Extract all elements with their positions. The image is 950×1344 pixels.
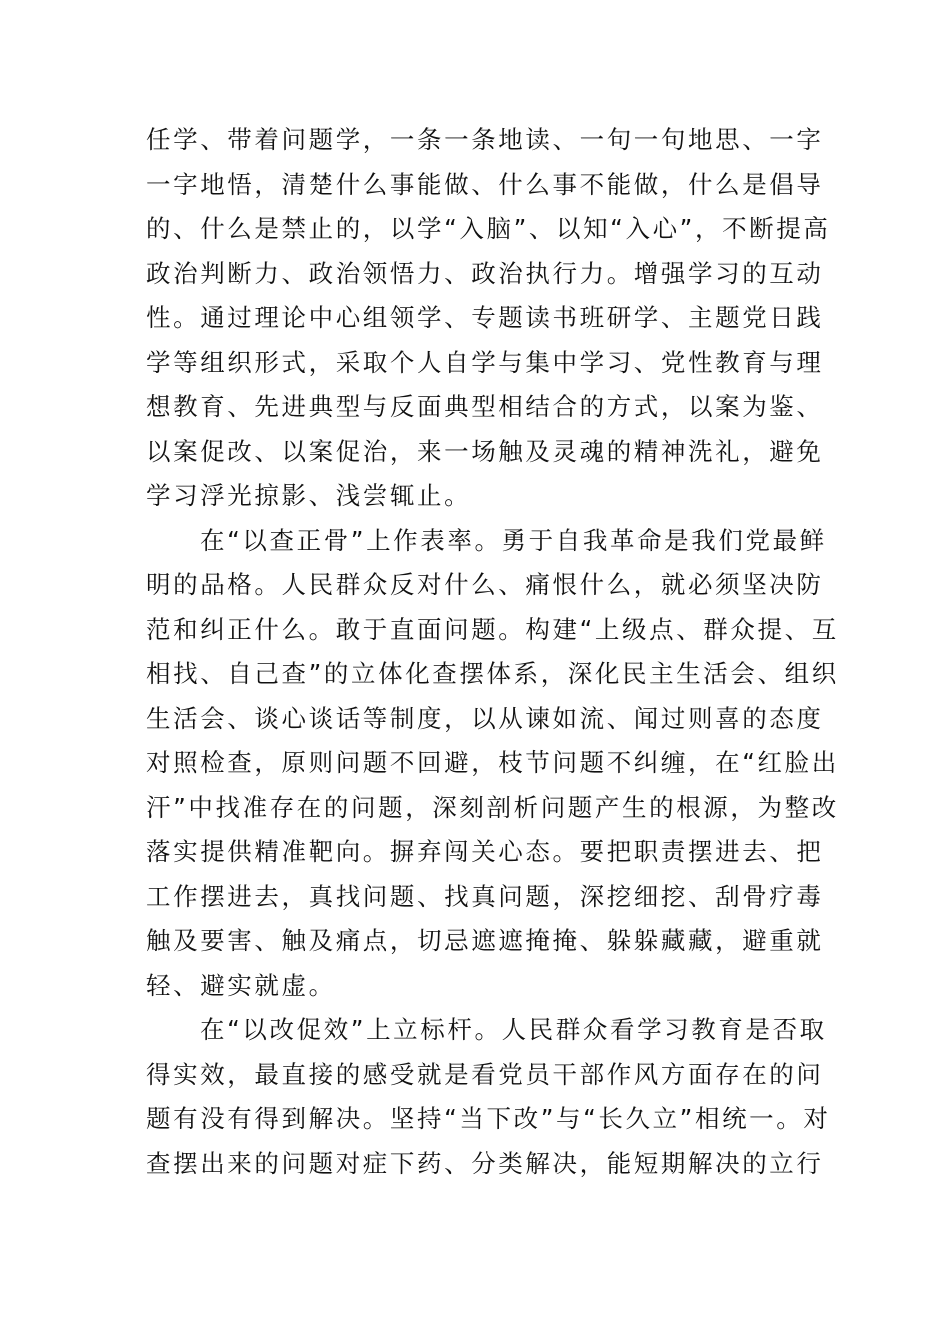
text-line: 以案促改、以案促治，来一场触及灵魂的精神洗礼，避免 xyxy=(146,436,824,466)
text-line: 查摆出来的问题对症下药、分类解决，能短期解决的立行 xyxy=(146,1148,824,1178)
text-line: 学等组织形式，采取个人自学与集中学习、党性教育与理 xyxy=(146,347,824,377)
text-line: 性。通过理论中心组领学、专题读书班研学、主题党日践 xyxy=(146,303,824,332)
text-line: 题有没有得到解决。坚持“当下改”与“长久立”相统一。对 xyxy=(146,1104,831,1133)
text-line: 汗”中找准存在的问题，深刻剖析问题产生的根源，为整改 xyxy=(146,792,839,822)
text-line: 一字地悟，清楚什么事能做、什么事不能做，什么是倡导 xyxy=(146,169,824,199)
document-page xyxy=(146,118,839,1186)
paragraph-heading-line: 在“以改促效”上立标杆。人民群众看学习教育是否取 xyxy=(200,1015,827,1044)
paragraph-study-methods xyxy=(146,118,831,519)
text-line: 轻、避实就虚。 xyxy=(146,970,336,1000)
text-line: 学习浮光掠影、浅尝辄止。 xyxy=(146,481,472,510)
text-line: 相找、自己查”的立体化查摆体系，深化民主生活会、组织 xyxy=(146,659,839,688)
text-line: 任学、带着问题学，一条一条地读、一句一句地思、一字 xyxy=(146,125,824,154)
text-line: 明的品格。人民群众反对什么、痛恨什么，就必须坚决防 xyxy=(146,570,824,599)
paragraph-rectification xyxy=(146,1008,831,1186)
paragraph-self-inspection xyxy=(146,519,839,1009)
text-line: 对照检查，原则问题不回避，枝节问题不纠缠，在“红脸出 xyxy=(146,748,839,777)
text-line: 生活会、谈心谈话等制度，以从谏如流、闻过则喜的态度 xyxy=(146,703,824,733)
text-line: 得实效，最直接的感受就是看党员干部作风方面存在的问 xyxy=(146,1059,824,1089)
text-line: 落实提供精准靶向。摒弃闯关心态。要把职责摆进去、把 xyxy=(146,837,824,866)
text-line: 的、什么是禁止的，以学“入脑”、以知“入心”，不断提高 xyxy=(146,214,831,243)
paragraph-heading-line: 在“以查正骨”上作表率。勇于自我革命是我们党最鲜 xyxy=(200,525,827,555)
text-line: 触及要害、触及痛点，切忌遮遮掩掩、躲躲藏藏，避重就 xyxy=(146,926,824,955)
text-line: 范和纠正什么。敢于直面问题。构建“上级点、群众提、互 xyxy=(146,614,839,644)
text-line: 想教育、先进典型与反面典型相结合的方式，以案为鉴、 xyxy=(146,392,824,421)
text-line: 政治判断力、政治领悟力、政治执行力。增强学习的互动 xyxy=(146,258,824,288)
text-line: 工作摆进去，真找问题、找真问题，深挖细挖、刮骨疗毒 xyxy=(146,881,824,911)
